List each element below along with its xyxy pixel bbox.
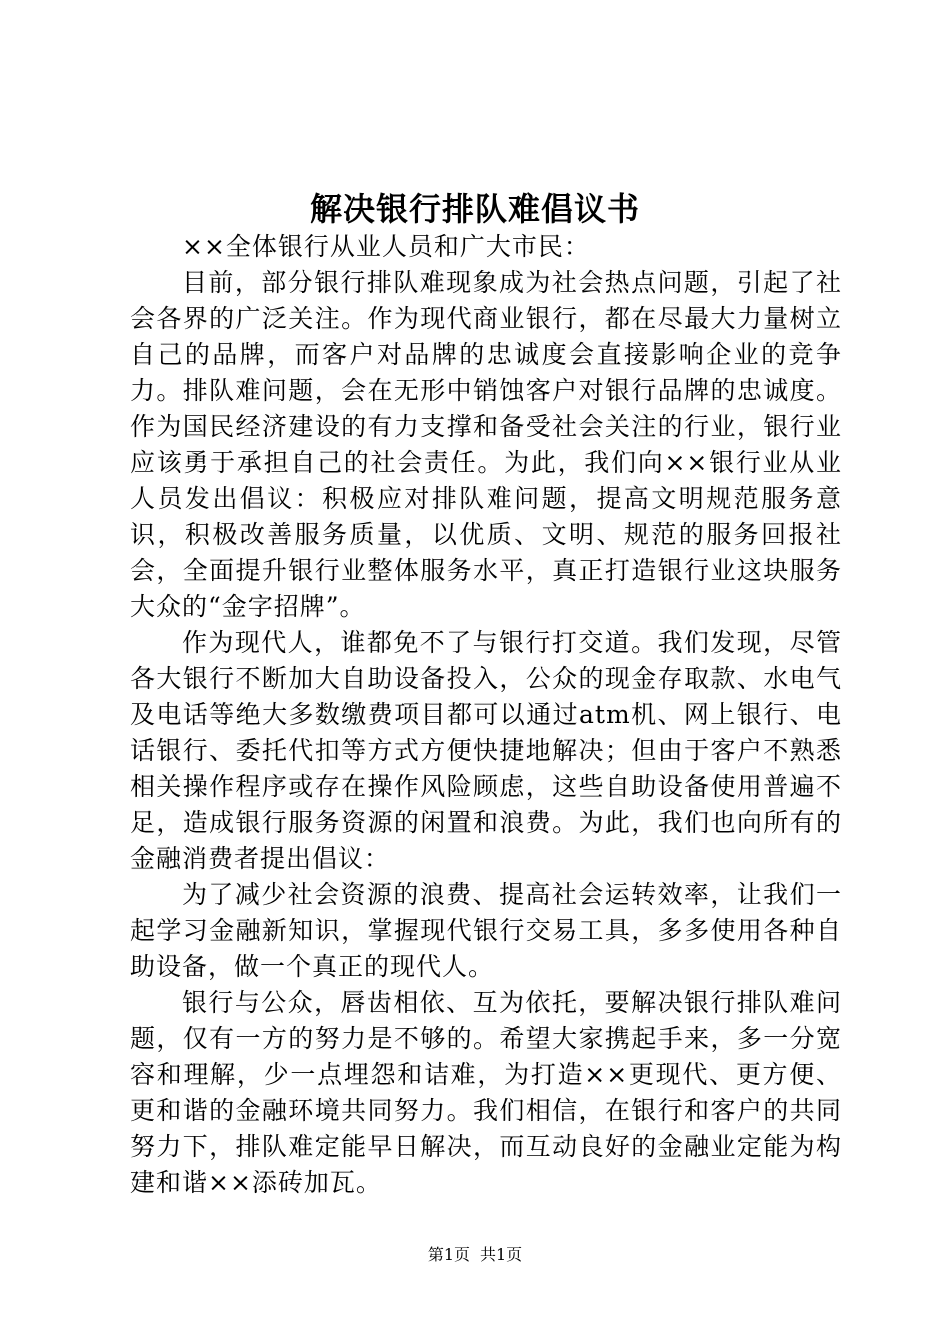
paragraph: 为了减少社会资源的浪费、提高社会运转效率，让我们一起学习金融新知识，掌握现代银行交易工具，多多使用各种自助设备，做一个真正的现代人。 [130, 880, 842, 981]
page-footer [0, 1243, 950, 1267]
page-total: 共1页 [480, 1245, 523, 1264]
document-title: 解决银行排队难倡议书 [309, 190, 640, 228]
page-number: 第1页 [427, 1245, 470, 1264]
salutation: ××全体银行从业人员和广大市民： [182, 232, 590, 261]
paragraph: 目前，部分银行排队难现象成为社会热点问题，引起了社会各界的广泛关注。作为现代商业银行，都在尽最大力量树立自己的品牌，而客户对品牌的忠诚度会直接影响企业的竞争力。排队难问题，会在无形中销蚀客户对银行品牌的忠诚度。作为国民经济建设的有力支撑和备受社会关注的行业，银行业应该勇于承担自己的社会责任。为此，我们向××银行业从业人员发出倡议：积极应对排队难问题，提高文明规范服务意识，积极改善服务质量，以优质、文明、规范的服务回报社会，全面提升银行业整体服务水平，真正打造银行业这块服务大众的“金字招牌”。 [130, 268, 842, 621]
paragraph: 银行与公众，唇齿相依、互为依托，要解决银行排队难问题，仅有一方的努力是不够的。希望大家携起手来，多一分宽容和理解，少一点埋怨和诘难，为打造××更现代、更方便、更和谐的金融环境共同努力。我们相信，在银行和客户的共同努力下，排队难定能早日解决，而互动良好的金融业定能为构建和谐××添砖加瓦。 [130, 988, 842, 1197]
paragraph: 作为现代人，谁都免不了与银行打交道。我们发现，尽管各大银行不断加大自助设备投入，公众的现金存取款、水电气及电话等绝大多数缴费项目都可以通过atm机、网上银行、电话银行、委托代扣等方式方便快捷地解决；但由于客户不熟悉相关操作程序或存在操作风险顾虑，这些自助设备使用普遍不足，造成银行服务资源的闲置和浪费。为此，我们也向所有的金融消费者提出倡议： [130, 628, 842, 873]
document-body [130, 229, 842, 1201]
